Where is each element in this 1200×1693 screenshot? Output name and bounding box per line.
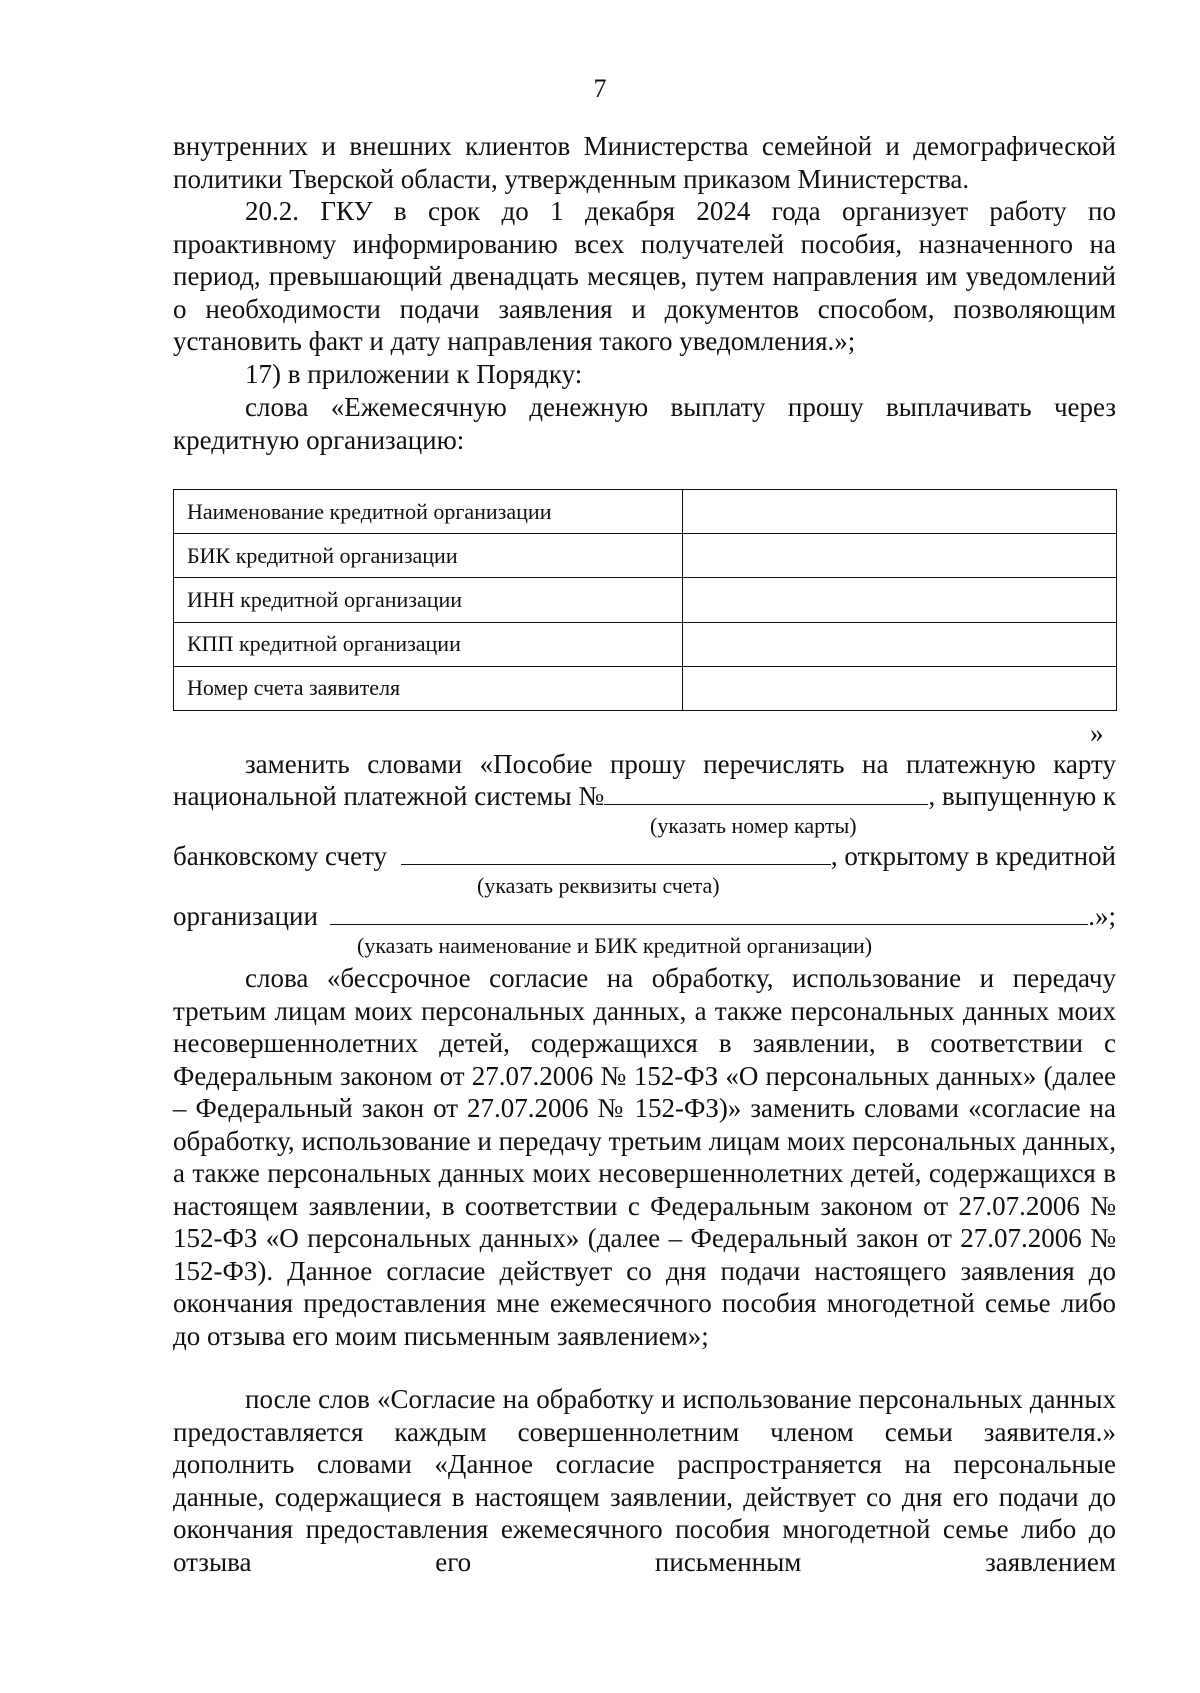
bank-details-table xyxy=(173,489,1117,711)
table-cell-label: БИК кредитной организации xyxy=(174,534,683,578)
caption-card: (указать номер карты) xyxy=(650,813,857,838)
table-row xyxy=(174,578,1117,622)
table-cell-value xyxy=(683,490,1117,534)
table-cell-value xyxy=(683,666,1117,710)
org-label: организации xyxy=(173,901,318,931)
paragraph-consent: слова «бессрочное согласие на обработку, использование и передачу третьим лицам моих персональных данных, а также персональных данных моих несовершеннолетних детей, содержащихся в заявлении, в соответствии с Федеральным законом от 27.07.2006 № 152-ФЗ «О персональных данных» (далее – Федеральный закон от 27.07.2006 № 152-ФЗ)» заменить словами «согласие на обработку, использование и передачу третьим лицам моих персональных данных, а также персональных данных моих несовершеннолетних детей, содержащихся в настоящем заявлении, в соответствии с Федеральным законом от 27.07.2006 № 152-ФЗ «О персональных данных» (далее – Федеральный закон от 27.07.2006 № 152-ФЗ). Данное согласие действует со дня подачи настоящего заявления до окончания предоставления мне ежемесячного пособия многодетной семье либо до отзыва его моим письменным заявлением»; xyxy=(173,963,1116,1351)
table-row xyxy=(174,622,1117,666)
table-row xyxy=(174,534,1117,578)
card-number-blank xyxy=(604,780,928,805)
paragraph-20-2: 20.2. ГКУ в срок до 1 декабря 2024 года организует работу по проактивному информированию всех получателей пособия, назначенного на период, превышающий двенадцать месяцев, путем направления им уведомлений о необходимости подачи заявления и документов способом, позволяющим установить факт и дату направления такого уведомления.»; xyxy=(173,196,1116,356)
paragraph-words-payment: слова «Ежемесячную денежную выплату прошу выплачивать через кредитную организацию: xyxy=(173,392,1116,455)
table-cell-label: Номер счета заявителя xyxy=(174,666,683,710)
table-cell-label: КПП кредитной организации xyxy=(174,622,683,666)
replacement-line-1: заменить словами «Пособие прошу перечислять на платежную карту xyxy=(245,749,1116,779)
account-label: банковскому счету xyxy=(173,841,388,871)
caption-org: (указать наименование и БИК кредитной организации) xyxy=(357,933,873,958)
table-cell-value xyxy=(683,578,1117,622)
table-row xyxy=(174,666,1117,710)
paragraph-item-17: 17) в приложении к Порядку: xyxy=(245,359,583,389)
page-number: 7 xyxy=(593,74,607,103)
paragraph-after-words: после слов «Согласие на обработку и использование персональных данных предоставляется каждым совершеннолетним членом семьи заявителя.» дополнить словами «Данное согласие распространяется на персональные данные, содержащиеся в настоящем заявлении, действует со дня его подачи до окончания предоставления ежемесячного пособия многодетной семье либо до отзыва его письменным заявлением xyxy=(173,1384,1116,1577)
card-label-after: , выпущенную к xyxy=(928,781,1116,811)
table-cell-value xyxy=(683,534,1117,578)
caption-account: (указать реквизиты счета) xyxy=(477,873,720,898)
replacement-line-2 xyxy=(173,780,1116,813)
replacement-line-4 xyxy=(173,900,1116,933)
table-row xyxy=(174,490,1117,534)
closing-quote: » xyxy=(1090,718,1104,748)
account-label-after: , открытому в кредитной xyxy=(830,841,1116,871)
account-blank xyxy=(401,840,831,865)
org-blank xyxy=(330,900,1088,925)
table-cell-value xyxy=(683,622,1117,666)
replacement-line-3 xyxy=(173,840,1116,873)
table-cell-label: Наименование кредитной организации xyxy=(174,490,683,534)
paragraph-clients: внутренних и внешних клиентов Министерства семейной и демографической политики Тверской области, утвержденным приказом Министерства. xyxy=(173,131,1116,194)
table-cell-label: ИНН кредитной организации xyxy=(174,578,683,622)
card-label: национальной платежной системы № xyxy=(173,781,605,811)
org-label-after: .»; xyxy=(1088,901,1116,931)
